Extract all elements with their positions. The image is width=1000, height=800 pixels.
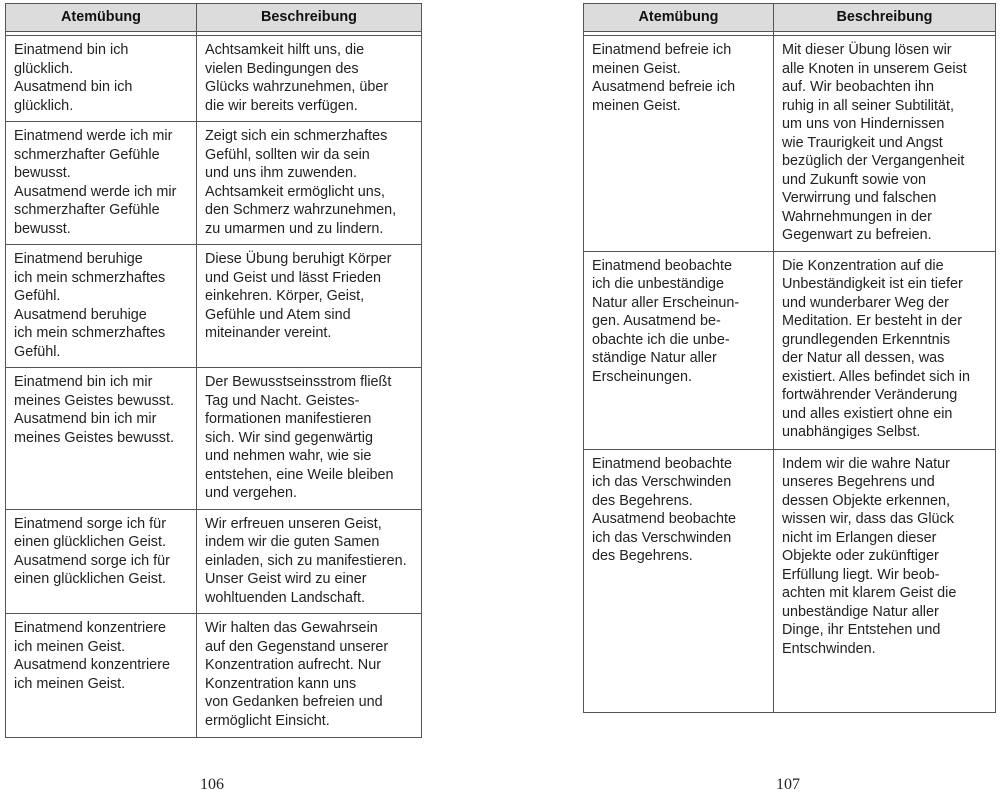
table-row bbox=[6, 614, 422, 738]
page-number: 107 bbox=[776, 776, 800, 793]
table-header-row bbox=[6, 4, 422, 32]
exercise-cell: Einatmend sorge ich für einen glücklichen Geist. Ausatmend sorge ich für einen glücklichen Geist. bbox=[6, 509, 197, 614]
exercise-cell: Einatmend konzentriere ich meinen Geist. Ausatmend konzentriere ich meinen Geist. bbox=[6, 614, 197, 738]
description-cell: Indem wir die wahre Natur unseres Begehrens und dessen Objekte erkennen, wissen wir, dass das Glück nicht im Erlangen dieser Objekte oder zukünftiger Erfüllung liegt. Wir beob- achten mit klarem Geist die unbeständige Natur aller Dinge, ihr Entstehen und Entschwinden. bbox=[774, 449, 996, 712]
description-cell: Der Bewusstseinsstrom fließt Tag und Nacht. Geistes- formationen manifestieren sich. Wir sind gegenwärtig und nehmen wahr, wie sie entstehen, eine Weile bleiben und vergehen. bbox=[197, 368, 422, 510]
description-cell: Wir erfreuen unseren Geist, indem wir die guten Samen einladen, sich zu manifestieren. Unser Geist wird zu einer wohltuenden Landschaft. bbox=[197, 509, 422, 614]
breathing-exercise-table bbox=[583, 3, 996, 713]
table-row bbox=[584, 251, 996, 449]
table-row bbox=[6, 245, 422, 368]
description-cell: Wir halten das Gewahrsein auf den Gegenstand unserer Konzentration aufrecht. Nur Konzentration kann uns von Gedanken befreien und ermöglicht Einsicht. bbox=[197, 614, 422, 738]
description-cell: Achtsamkeit hilft uns, die vielen Bedingungen des Glücks wahrzunehmen, über die wir bereits verfügen. bbox=[197, 36, 422, 122]
table-header-row bbox=[584, 4, 996, 32]
column-header-description: Beschreibung bbox=[197, 4, 422, 32]
table-row bbox=[584, 449, 996, 712]
description-cell: Diese Übung beruhigt Körper und Geist und lässt Frieden einkehren. Körper, Geist, Gefühle und Atem sind miteinander vereint. bbox=[197, 245, 422, 368]
table-row bbox=[6, 122, 422, 245]
description-cell: Zeigt sich ein schmerzhaftes Gefühl, sollten wir da sein und uns ihm zuwenden. Achtsamkeit ermöglicht uns, den Schmerz wahrzunehmen, zu umarmen und zu lindern. bbox=[197, 122, 422, 245]
description-cell: Mit dieser Übung lösen wir alle Knoten in unserem Geist auf. Wir beobachten ihn ruhig in all seiner Subtilität, um uns von Hindernissen wie Traurigkeit und Angst bezüglich der Vergangenheit und Zukunft sowie von Verwirrung und falschen Wahrnehmungen in der Gegenwart zu befreien. bbox=[774, 36, 996, 252]
exercise-cell: Einatmend beobachte ich das Verschwinden des Begehrens. Ausatmend beobachte ich das Verschwinden des Begehrens. bbox=[584, 449, 774, 712]
breathing-exercise-table bbox=[5, 3, 422, 738]
table-row bbox=[6, 368, 422, 510]
page-number: 106 bbox=[200, 776, 224, 793]
exercise-cell: Einatmend beruhige ich mein schmerzhaftes Gefühl. Ausatmend beruhige ich mein schmerzhaftes Gefühl. bbox=[6, 245, 197, 368]
column-header-description: Beschreibung bbox=[774, 4, 996, 32]
table-row bbox=[6, 36, 422, 122]
table-row bbox=[6, 509, 422, 614]
table-row bbox=[584, 36, 996, 252]
exercise-cell: Einatmend bin ich glücklich. Ausatmend bin ich glücklich. bbox=[6, 36, 197, 122]
exercise-cell: Einatmend befreie ich meinen Geist. Ausatmend befreie ich meinen Geist. bbox=[584, 36, 774, 252]
exercise-cell: Einatmend bin ich mir meines Geistes bewusst. Ausatmend bin ich mir meines Geistes bewusst. bbox=[6, 368, 197, 510]
exercise-cell: Einatmend beobachte ich die unbeständige Natur aller Erscheinun- gen. Ausatmend be- obachte ich die unbe- ständige Natur aller Erscheinungen. bbox=[584, 251, 774, 449]
column-header-exercise: Atemübung bbox=[6, 4, 197, 32]
description-cell: Die Konzentration auf die Unbeständigkeit ist ein tiefer und wunderbarer Weg der Meditation. Er besteht in der grundlegenden Erkenntnis der Natur all dessen, was existiert. Alles befindet sich in fortwährender Veränderung und alles existiert ohne ein unabhängiges Selbst. bbox=[774, 251, 996, 449]
exercise-cell: Einatmend werde ich mir schmerzhafter Gefühle bewusst. Ausatmend werde ich mir schmerzhafter Gefühle bewusst. bbox=[6, 122, 197, 245]
column-header-exercise: Atemübung bbox=[584, 4, 774, 32]
